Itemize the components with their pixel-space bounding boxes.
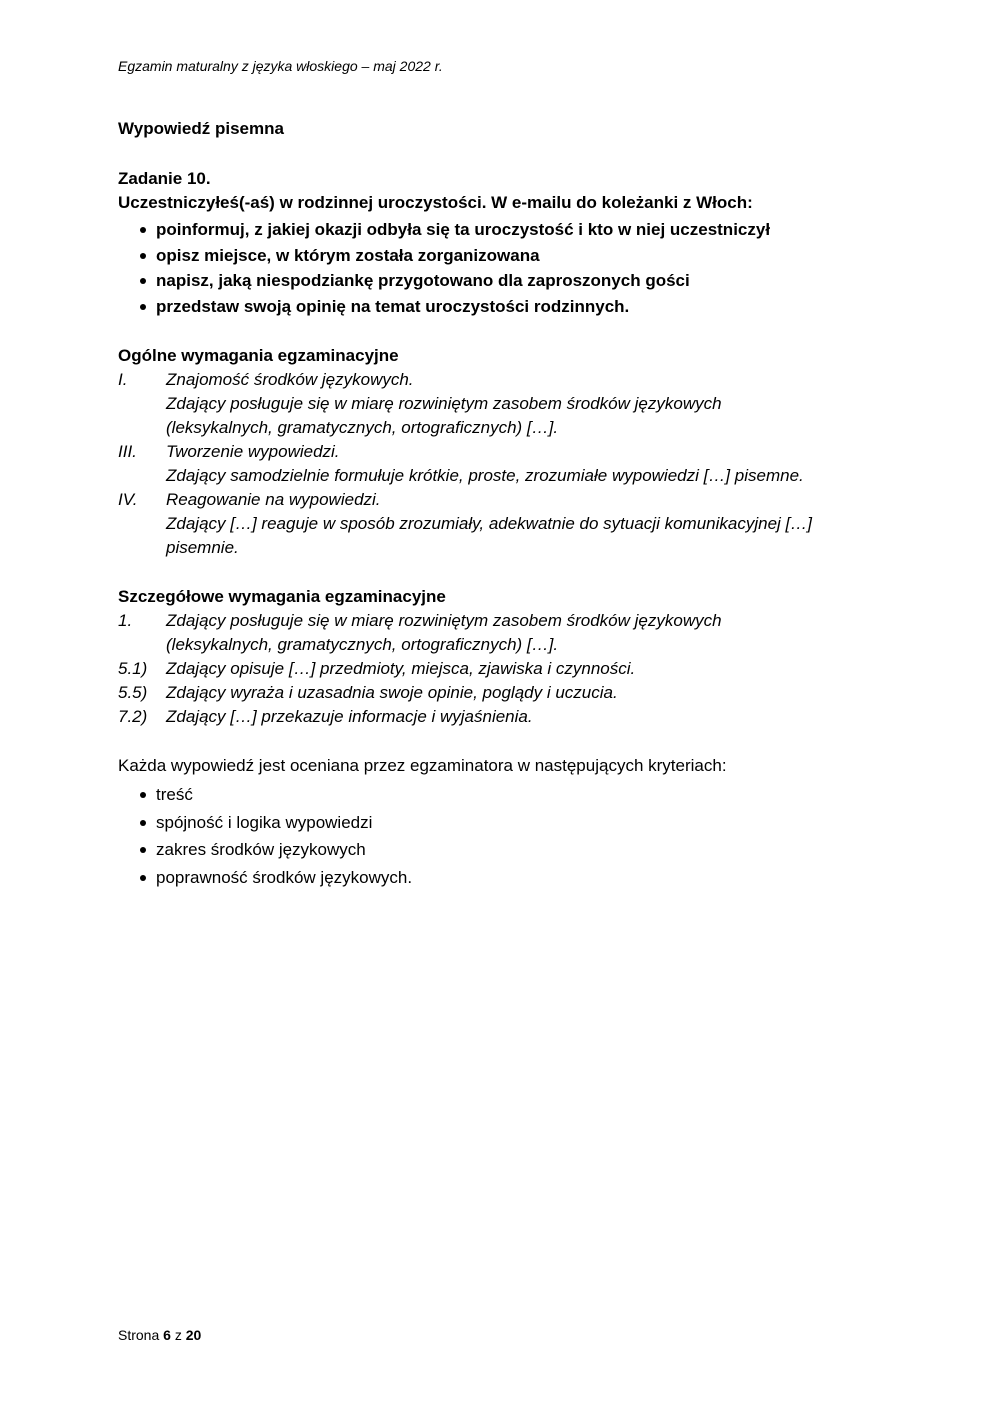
requirement-item xyxy=(118,705,898,729)
section-title: Wypowiedź pisemna xyxy=(118,119,284,138)
requirement-number: 5.5) xyxy=(118,683,148,702)
general-requirements-heading: Ogólne wymagania egzaminacyjne xyxy=(118,346,399,365)
requirement-line: Zdający […] reaguje w sposób zrozumiały, adekwatnie do sytuacji komunikacyjnej […] xyxy=(166,514,812,533)
task-instruction: Uczestniczyłeś(-aś) w rodzinnej uroczystości. W e-mailu do koleżanki z Włoch: xyxy=(118,193,753,212)
requirement-line: Zdający wyraża i uzasadnia swoje opinie, poglądy i uczucia. xyxy=(166,683,618,702)
page-footer xyxy=(118,1327,201,1343)
criteria-item: spójność i logika wypowiedzi xyxy=(118,809,898,837)
requirement-number: 7.2) xyxy=(118,707,148,726)
requirement-item xyxy=(118,681,898,705)
requirement-line: Zdający samodzielnie formułuje krótkie, proste, zrozumiałe wypowiedzi […] pisemne. xyxy=(166,466,804,485)
requirement-line: (leksykalnych, gramatycznych, ortograficznych) […]. xyxy=(166,635,559,654)
requirement-item xyxy=(118,368,898,440)
task-bullet: poinformuj, z jakiej okazji odbyła się ta uroczystość i kto w niej uczestniczył xyxy=(118,217,898,243)
requirement-number: 1. xyxy=(118,611,133,630)
main-content xyxy=(118,118,898,891)
page-header: Egzamin maturalny z języka włoskiego – maj 2022 r. xyxy=(118,58,443,74)
footer-total-pages: 20 xyxy=(185,1327,202,1343)
footer-separator: z xyxy=(174,1327,182,1343)
requirement-number: 5.1) xyxy=(118,659,148,678)
detailed-requirements-list xyxy=(118,609,898,729)
requirement-number: I. xyxy=(118,370,128,389)
requirement-item xyxy=(118,440,898,488)
requirement-line: Znajomość środków językowych. xyxy=(166,370,414,389)
task-bullet: opisz miejsce, w którym została zorganizowana xyxy=(118,243,898,269)
requirement-number: IV. xyxy=(118,490,138,509)
general-requirements-list xyxy=(118,368,898,560)
requirement-item xyxy=(118,657,898,681)
requirement-line: Reagowanie na wypowiedzi. xyxy=(166,490,381,509)
task-title: Zadanie 10. xyxy=(118,169,211,188)
requirement-line: Zdający posługuje się w miarę rozwiniętym zasobem środków językowych xyxy=(166,394,722,413)
criteria-intro: Każda wypowiedź jest oceniana przez egzaminatora w następujących kryteriach: xyxy=(118,756,727,775)
footer-label: Strona xyxy=(118,1327,160,1343)
criteria-item: treść xyxy=(118,781,898,809)
criteria-item: zakres środków językowych xyxy=(118,836,898,864)
task-bullet-list xyxy=(118,217,898,319)
requirement-line: Zdający […] przekazuje informacje i wyjaśnienia. xyxy=(166,707,533,726)
task-bullet: przedstaw swoją opinię na temat uroczystości rodzinnych. xyxy=(118,294,898,320)
detailed-requirements-heading: Szczegółowe wymagania egzaminacyjne xyxy=(118,587,446,606)
requirement-number: III. xyxy=(118,442,137,461)
criteria-list xyxy=(118,781,898,891)
task-bullet: napisz, jaką niespodziankę przygotowano dla zaproszonych gości xyxy=(118,268,898,294)
requirement-item xyxy=(118,609,898,657)
criteria-item: poprawność środków językowych. xyxy=(118,864,898,892)
requirement-line: Zdający opisuje […] przedmioty, miejsca, zjawiska i czynności. xyxy=(166,659,636,678)
requirement-item xyxy=(118,488,898,560)
requirement-line: pisemnie. xyxy=(166,538,239,557)
footer-page-number: 6 xyxy=(163,1327,171,1343)
requirement-line: Tworzenie wypowiedzi. xyxy=(166,442,340,461)
requirement-line: Zdający posługuje się w miarę rozwiniętym zasobem środków językowych xyxy=(166,611,722,630)
requirement-line: (leksykalnych, gramatycznych, ortograficznych) […]. xyxy=(166,418,559,437)
